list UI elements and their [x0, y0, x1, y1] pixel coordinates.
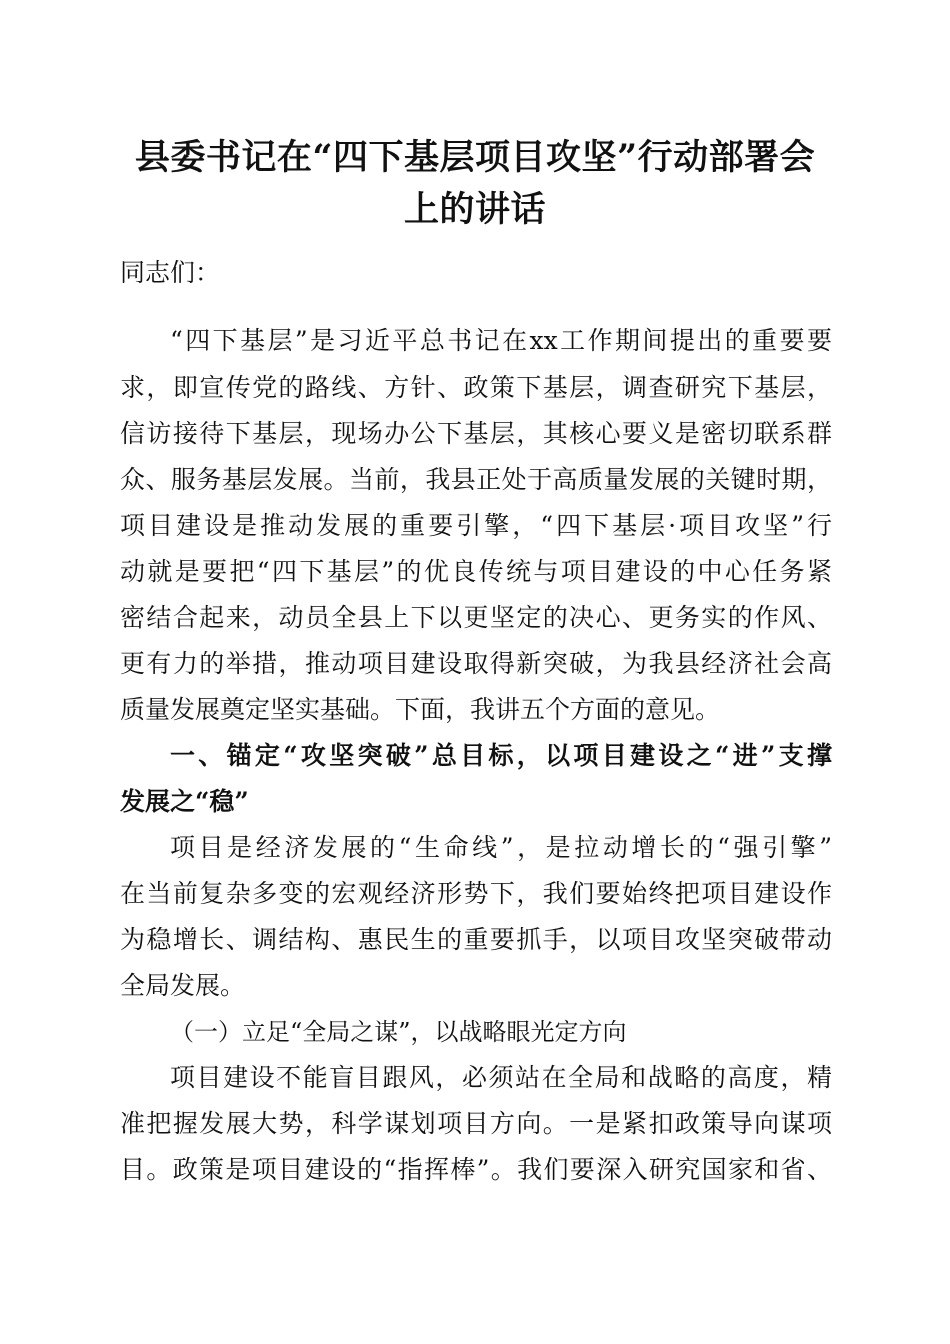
subsection-1-line-3: 目。政策是项目建设的“指挥棒”。我们要深入研究国家和省、: [120, 1155, 832, 1184]
intro-line-8: 更有力的举措，推动项目建设取得新突破，为我县经济社会高: [120, 649, 832, 678]
intro-line-3: 信访接待下基层，现场办公下基层，其核心要义是密切联系群: [120, 419, 832, 448]
intro-line-1: “四下基层”是习近平总书记在xx工作期间提出的重要要: [170, 326, 832, 355]
subsection-1-line-1: 项目建设不能盲目跟风，必须站在全局和战略的高度，精: [170, 1063, 832, 1092]
section-1-line-4: 全局发展。: [120, 971, 246, 1000]
section-1-heading-line-1: 一、锚定“攻坚突破”总目标，以项目建设之“进”支撑: [170, 741, 832, 770]
section-1-line-3: 为稳增长、调结构、惠民生的重要抓手，以项目攻坚突破带动: [120, 925, 832, 954]
section-1-heading-line-2: 发展之“稳”: [120, 787, 249, 816]
intro-line-9: 质量发展奠定坚实基础。下面，我讲五个方面的意见。: [120, 695, 721, 724]
document-title: [110, 132, 840, 236]
intro-line-6: 动就是要把“四下基层”的优良传统与项目建设的中心任务紧: [120, 557, 832, 586]
intro-line-5: 项目建设是推动发展的重要引擎，“四下基层·项目攻坚”行: [120, 511, 832, 540]
subsection-1-heading: （一）立足“全局之谋”，以战略眼光定方向: [170, 1018, 627, 1046]
intro-line-7: 密结合起来，动员全县上下以更坚定的决心、更务实的作风、: [120, 603, 832, 632]
title-line-1: 县委书记在“四下基层项目攻坚”行动部署会: [134, 137, 816, 178]
salutation: 同志们：: [120, 258, 221, 287]
subsection-1-line-2: 准把握发展大势，科学谋划项目方向。一是紧扣政策导向谋项: [120, 1109, 832, 1138]
section-1-line-2: 在当前复杂多变的宏观经济形势下，我们要始终把项目建设作: [120, 879, 832, 908]
intro-line-4: 众、服务基层发展。当前，我县正处于高质量发展的关键时期，: [120, 465, 832, 494]
intro-line-2: 求，即宣传党的路线、方针、政策下基层，调查研究下基层，: [120, 373, 832, 402]
title-line-2: 上的讲话: [403, 189, 546, 230]
section-1-line-1: 项目是经济发展的“生命线”，是拉动增长的“强引擎”: [170, 833, 832, 862]
